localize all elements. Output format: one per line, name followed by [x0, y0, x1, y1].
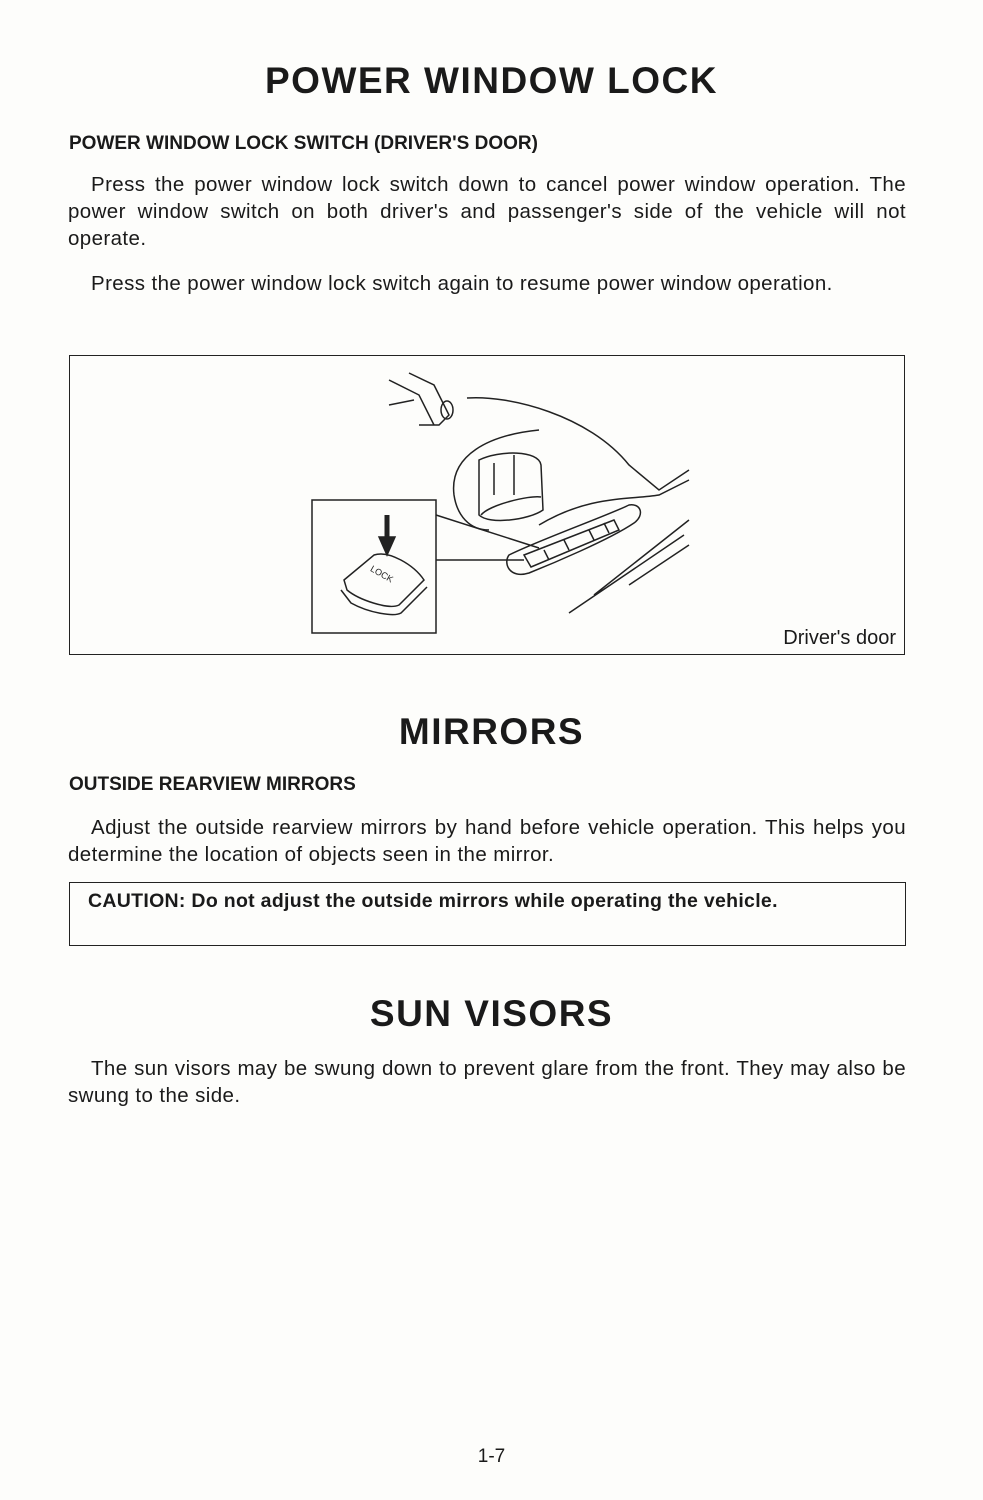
- paragraph-mirrors: Adjust the outside rearview mirrors by hand before vehicle operation. This helps you determine the location of objects seen in the mirror.: [68, 816, 906, 866]
- section-title-power-window-lock: POWER WINDOW LOCK: [264, 60, 718, 101]
- subheading-lock-switch: POWER WINDOW LOCK SWITCH (DRIVER'S DOOR): [69, 133, 538, 154]
- door-switch-illustration: [69, 355, 905, 655]
- paragraph-sun-visors: The sun visors may be swung down to prevent glare from the front. They may also be swung to the side.: [68, 1057, 906, 1107]
- figure-drivers-door: [69, 355, 905, 655]
- page-number: 1-7: [477, 1446, 506, 1467]
- section-title-sun-visors: SUN VISORS: [369, 993, 614, 1034]
- section-title-mirrors: MIRRORS: [398, 711, 585, 752]
- paragraph-lock-cancel: Press the power window lock switch down to cancel power window operation. The power window switch on both driver's and passenger's side of the vehicle will not operate.: [68, 173, 906, 250]
- caution-box: CAUTION: Do not adjust the outside mirrors while operating the vehicle.: [69, 882, 906, 946]
- figure-caption: Driver's door: [783, 627, 896, 649]
- subheading-outside-mirrors: OUTSIDE REARVIEW MIRRORS: [69, 774, 356, 795]
- paragraph-lock-resume: Press the power window lock switch again to resume power window operation.: [91, 272, 833, 295]
- lock-switch-label: LOCK: [368, 563, 395, 585]
